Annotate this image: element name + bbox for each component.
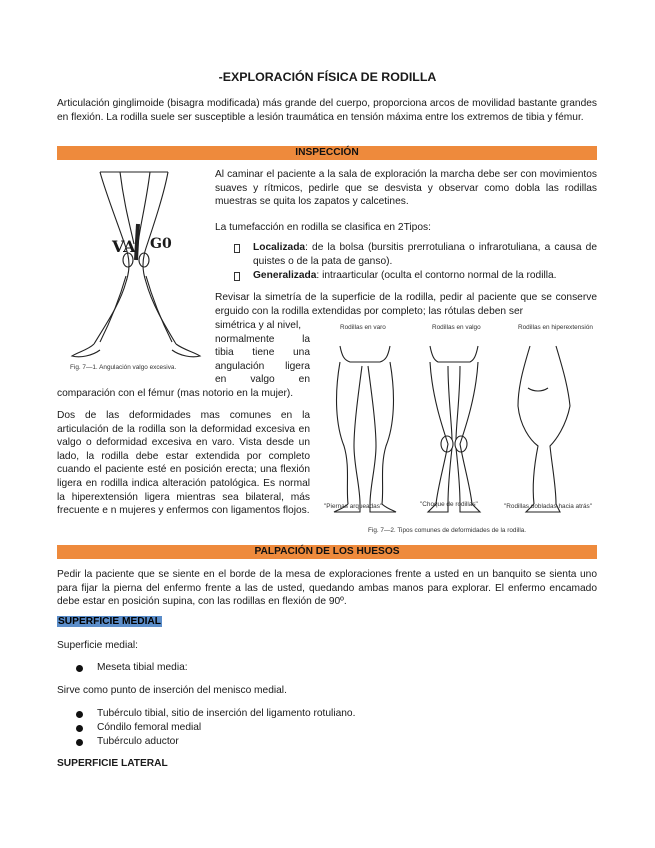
- figure-valgo: [60, 164, 210, 376]
- narrow-line: normalmente la: [215, 333, 310, 345]
- bullet-item: Tubérculo tibial, sitio de inserción del ligamento rotuliano.: [97, 708, 356, 719]
- narrow-line: simétrica y al nivel,: [215, 320, 302, 331]
- narrow-line: tibia tiene una: [215, 347, 310, 359]
- bullet-icon: [76, 725, 83, 732]
- superficie-medial-heading: [57, 616, 162, 627]
- bullet-item: Tubérculo aductor: [97, 736, 179, 747]
- figure-valgo-overlay-right: G0: [150, 236, 172, 252]
- inspeccion-paragraph-1: Al caminar el paciente a la sala de exploración la marcha debe ser con movimientos suaves y rítmicos, pedirle que se desvista y observar como dobla las rodillas muestras se quita los zapatos y calcetines.: [215, 169, 597, 208]
- narrow-line: angulación ligera: [215, 360, 310, 372]
- section-bar-inspeccion: INSPECCIÓN: [57, 146, 597, 160]
- fig2-label-varo: Rodillas en varo: [340, 324, 386, 331]
- bullet-icon: [76, 665, 83, 672]
- tumefaccion-generalizada-text: : intraarticular (oculta el contorno normal de la rodilla.: [316, 270, 557, 281]
- bullet-icon: [76, 739, 83, 746]
- bullet-meseta-tibial: Meseta tibial media:: [97, 662, 188, 673]
- fig2-sublabel-valgo: "Choque de rodillas": [420, 501, 478, 508]
- deformity-legs-illustration: [320, 336, 600, 516]
- fig2-sublabel-varo: "Piernas arqueadas": [324, 503, 383, 510]
- palpacion-paragraph: Pedir la paciente que se siente en el borde de la mesa de exploraciones frente a usted en un banquito se sienta uno para fijar la pierna del enfermo frente a las de usted, quedando ambas manos para explorar. El enfermo encamado debe estar en posición supina, con las rodillas en flexión de 90º.: [57, 569, 597, 608]
- bullet-icon: [76, 711, 83, 718]
- tumefaccion-localizada-label: Localizada: [253, 242, 306, 253]
- tumefaccion-type-localizada: [253, 241, 597, 268]
- figure-valgo-caption: Fig. 7—1. Angulación valgo excesiva.: [70, 364, 177, 371]
- fig2-sublabel-hiperextension: "Rodillas dobladas hacia atrás": [504, 503, 593, 510]
- superficie-medial-label: Superficie medial:: [57, 640, 138, 651]
- page-title: -EXPLORACIÓN FÍSICA DE RODILLA: [218, 70, 437, 84]
- tumefaccion-localizada-text: : de la bolsa (bursitis prerrotuliana o infrarotuliana, a causa de quistes o de la pata de ganso).: [253, 242, 597, 267]
- fig2-label-hiperextension: Rodillas en hiperextensión: [518, 324, 593, 331]
- fig2-label-valgo: Rodillas en valgo: [432, 324, 481, 331]
- intro-paragraph: Articulación ginglimoide (bisagra modificada) más grande del cuerpo, proporciona arcos de movilidad bastante grandes en flexión. La rodilla suele ser susceptible a lesión traumática en tensión máxima entre los extremos de tibia y fémur.: [57, 98, 597, 123]
- figure-deformidades: [320, 322, 600, 542]
- inspeccion-paragraph-3-end: comparación con el fémur (mas notorio en la mujer).: [57, 388, 294, 399]
- valgo-legs-illustration: [60, 164, 210, 364]
- superficie-lateral-heading: SUPERFICIE LATERAL: [57, 758, 168, 769]
- inspeccion-narrow-column: [215, 319, 310, 387]
- superficie-medial-highlight: SUPERFICIE MEDIAL: [58, 616, 162, 627]
- bullet-item: Cóndilo femoral medial: [97, 722, 202, 733]
- section-bar-palpacion: PALPACIÓN DE LOS HUESOS: [57, 545, 597, 559]
- meseta-description: Sirve como punto de inserción del menisco medial.: [57, 685, 287, 696]
- tumefaccion-type-generalizada: [253, 269, 597, 283]
- fig2-caption: Fig. 7—2. Tipos comunes de deformidades de la rodilla.: [368, 527, 527, 534]
- inspeccion-paragraph-4: Dos de las deformidades mas comunes en la articulación de la rodilla son la deformidad excesiva en valgo o deformidad excesiva en varo. Vista desde un lado, la rodilla debe estar extendida por completo cuando el paciente esté en posición erecta; una flexión ligera en rodilla indica alteración patológica. Es normal la hiperextensión ligera mientras sea bilateral, más frecuente e n mujeres y enfermos con ligamentos flojos.: [57, 410, 310, 517]
- inspeccion-paragraph-3: Revisar la simetría de la superficie de la rodilla, pedir al paciente que se conserve erguido con la rodilla extendidas por completo; las rótulas deben ser: [215, 292, 597, 317]
- checkbox-bullet-icon: [234, 244, 240, 253]
- checkbox-bullet-icon: [234, 272, 240, 281]
- tumefaccion-generalizada-label: Generalizada: [253, 270, 317, 281]
- narrow-line: en valgo en: [215, 374, 310, 386]
- inspeccion-paragraph-2: La tumefacción en rodilla se clasifica en 2Tipos:: [215, 222, 431, 233]
- figure-valgo-overlay-left: VA: [112, 237, 136, 256]
